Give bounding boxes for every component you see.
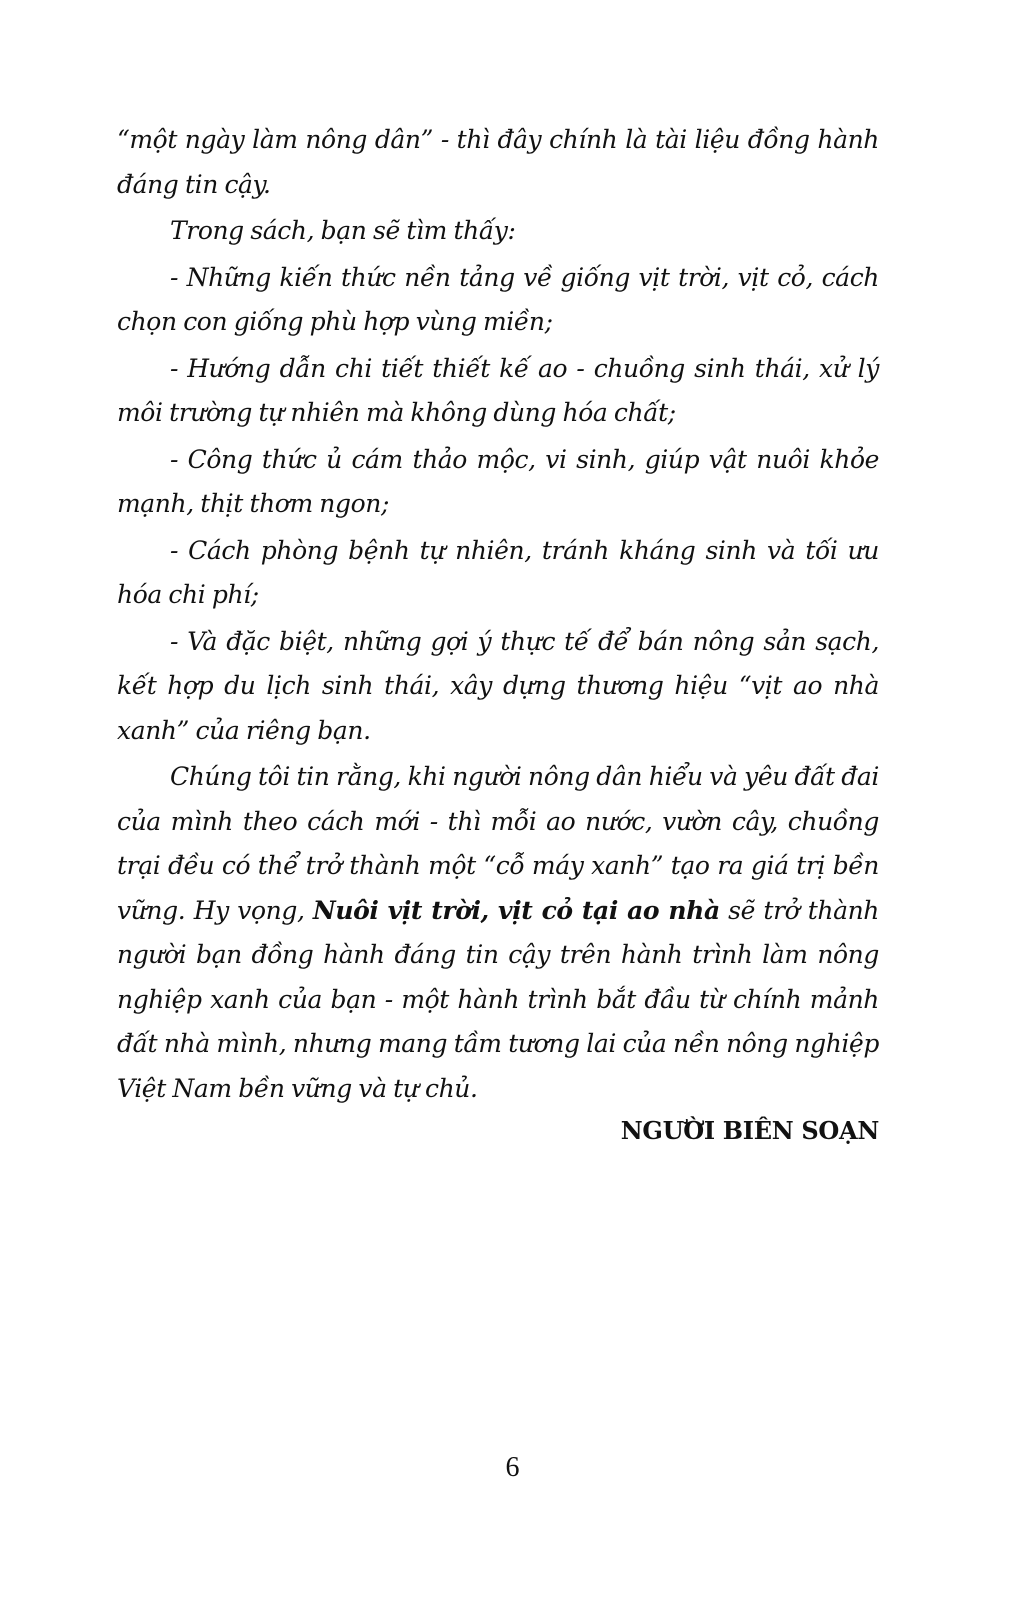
author-signature: NGƯỜI BIÊN SOẠN [620,1116,879,1145]
list-item-disease-prevention [117,529,879,618]
paragraph-intro-continuation [117,118,879,207]
page-number: 6 [505,1452,520,1483]
paragraph-closing [117,755,879,1111]
list-item-breed-knowledge [117,256,879,345]
text-segment: - Hướng dẫn chi tiết thiết kế ao - chuồng sinh thái, xử lý môi trường tự nhiên mà không dùng hóa chất; [117,353,879,427]
text-segment: “một ngày làm nông dân” - thì đây chính là tài liệu đồng hành đáng tin cậy. [117,125,879,199]
text-segment: - Những kiến thức nền tảng về giống vịt trời, vịt cỏ, cách chọn con giống phù hợp vùng miền; [117,262,879,336]
text-segment: - Và đặc biệt, những gợi ý thực tế để bán nông sản sạch, kết hợp du lịch sinh thái, xây dựng thương hiệu “vịt ao nhà xanh” của riêng bạn. [117,626,879,745]
text-segment: - Cách phòng bệnh tự nhiên, tránh kháng sinh và tối ưu hóa chi phí; [117,535,879,609]
text-segment: sẽ trở thành người bạn đồng hành đáng tin cậy trên hành trình làm nông nghiệp xanh của bạn - một hành trình bắt đầu từ chính mảnh đất nhà mình, nhưng mang tầm tương lai của nền nông nghiệp Việt Nam bền vững và tự chủ. [117,895,879,1103]
paragraph-book-contents-intro [117,209,879,254]
list-item-marketing-tips [117,620,879,754]
text-segment: Chúng tôi tin rằng, khi người nông dân hiểu và yêu đất đai của mình theo cách mới - thì mỗi ao nước, vườn cây, chuồng trại đều có thể trở thành một “cỗ máy xanh” tạo ra giá trị bền vững. Hy vọng, [117,762,879,925]
text-segment: Trong sách, bạn sẽ tìm thấy: [170,216,516,245]
book-title-bold: Nuôi vịt trời, vịt cỏ tại ao nhà [312,895,720,925]
body-text [117,118,879,1113]
list-item-pond-design [117,347,879,436]
text-segment: - Công thức ủ cám thảo mộc, vi sinh, giúp vật nuôi khỏe mạnh, thịt thơm ngon; [117,444,879,518]
list-item-feed-formula [117,438,879,527]
